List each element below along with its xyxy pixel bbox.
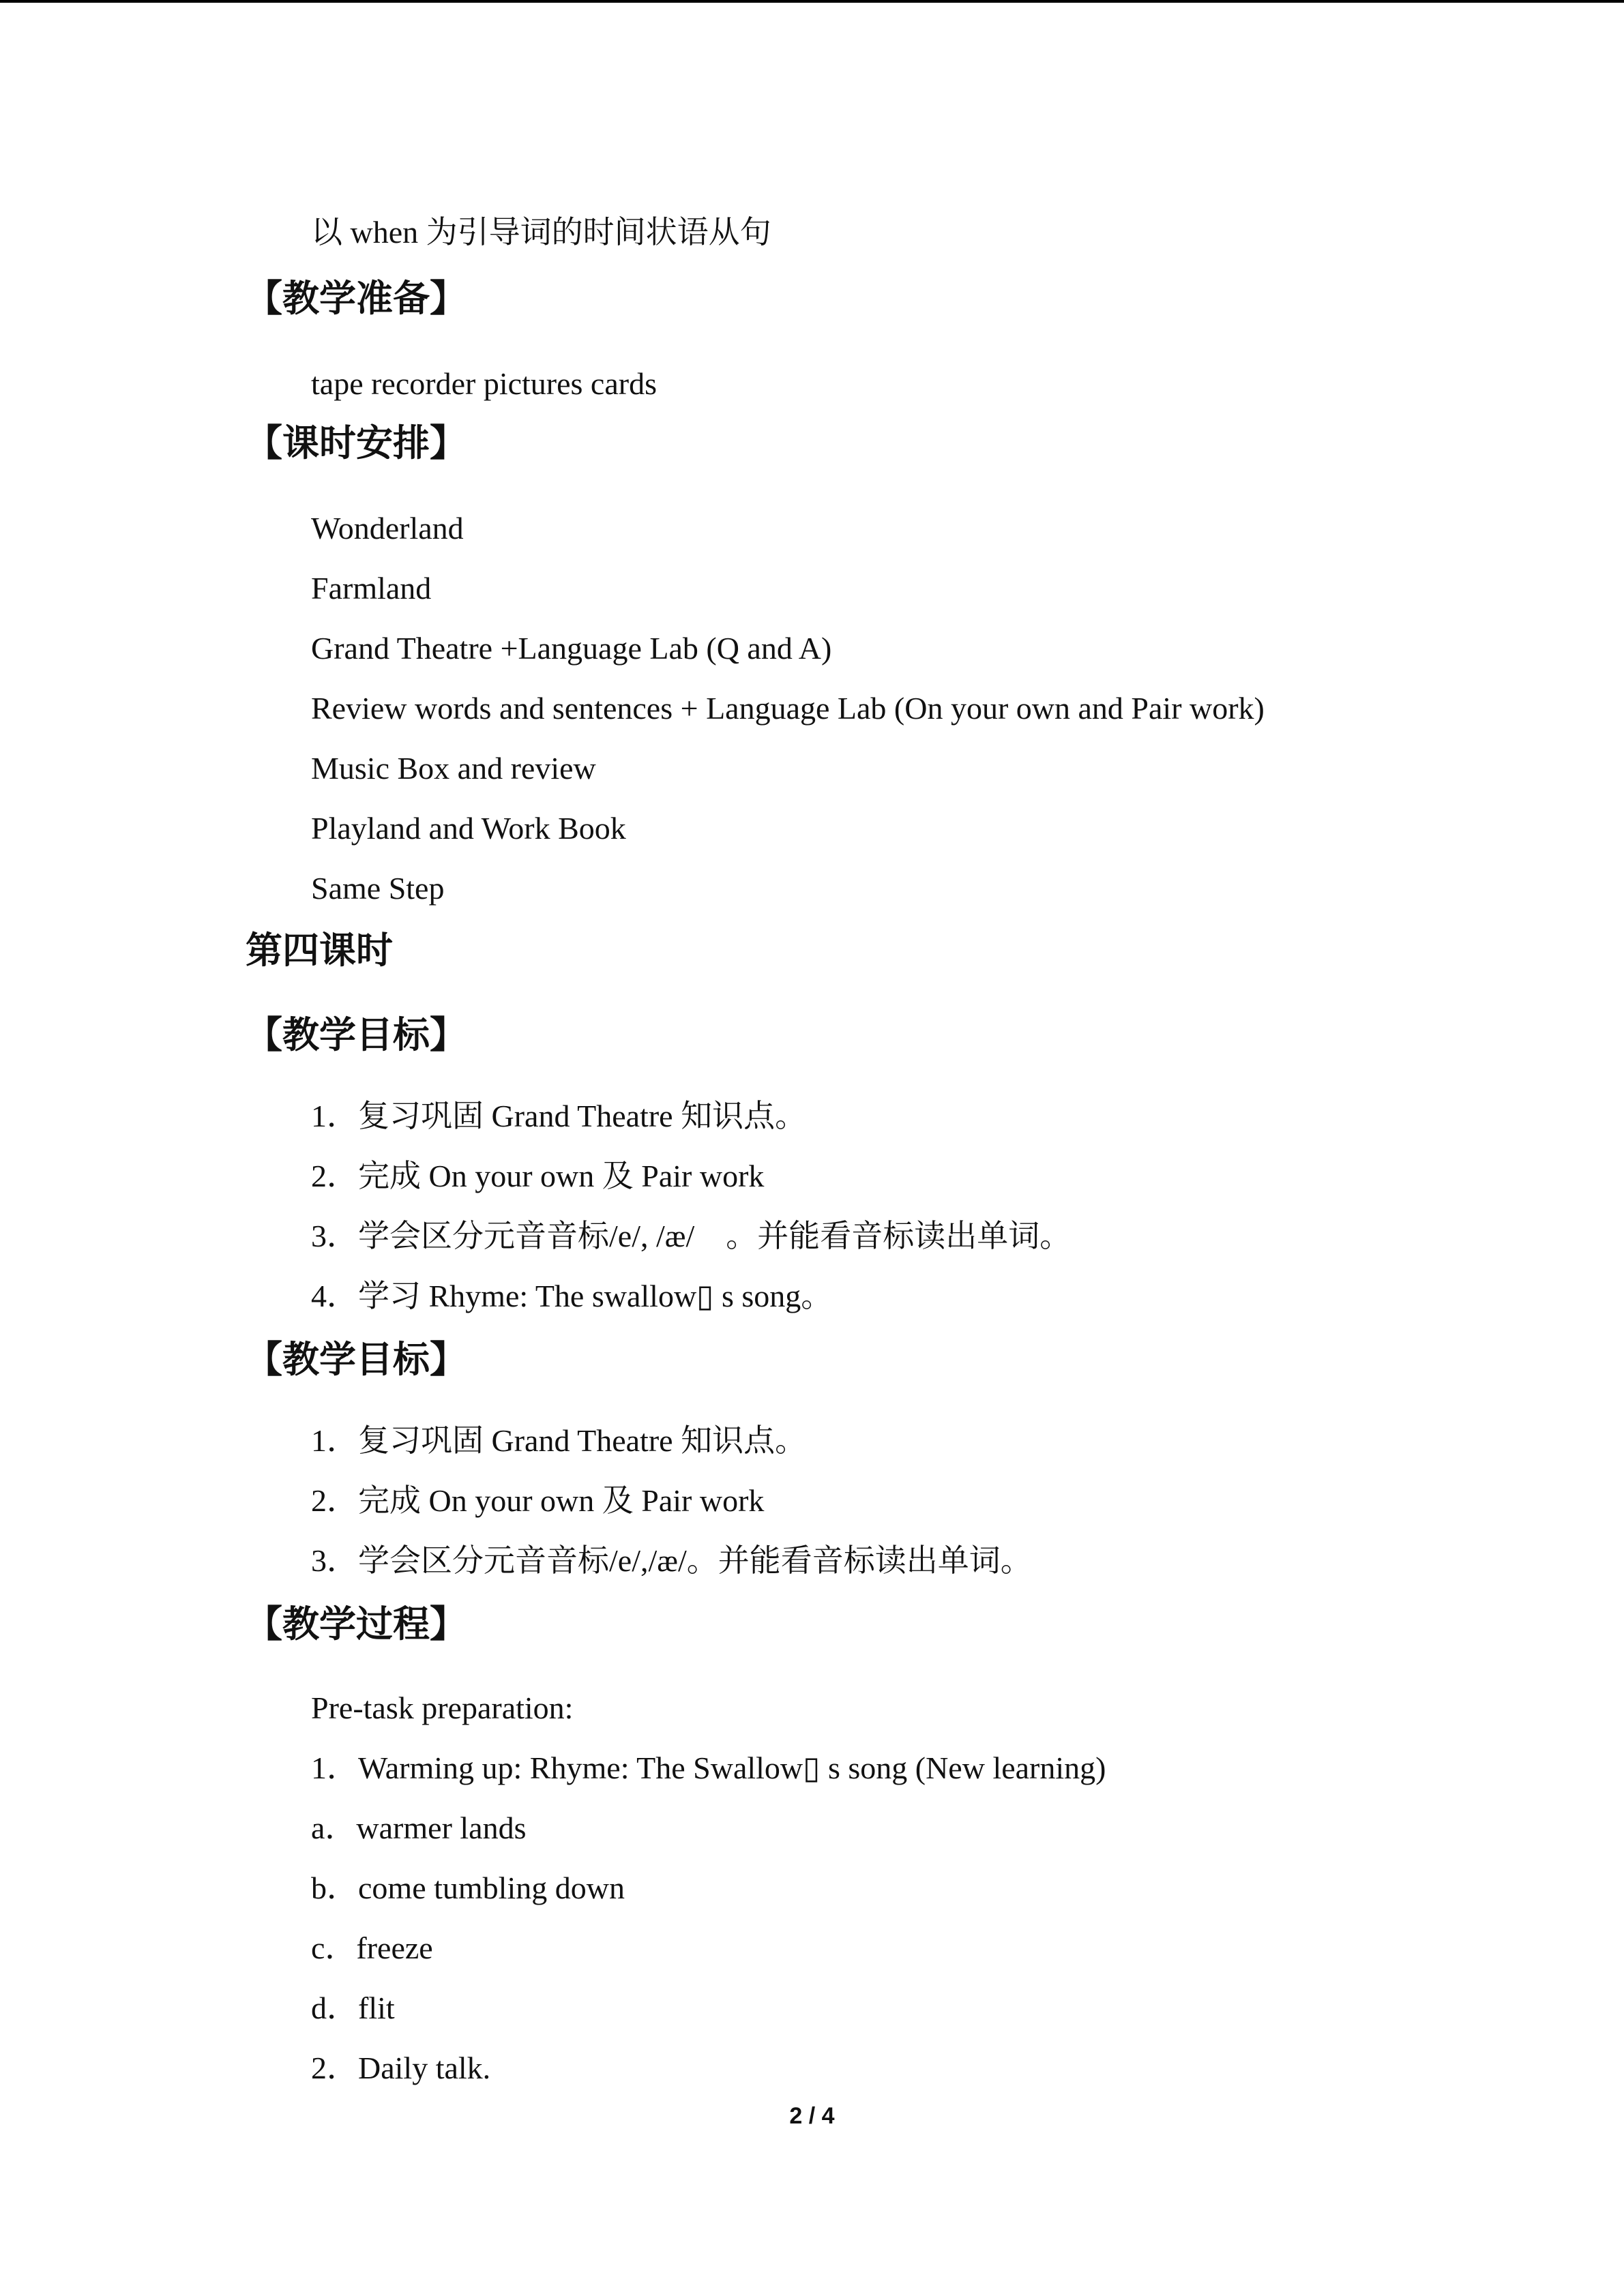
objective-item: 3．学会区分元音音标/e/, /æ/ 。并能看音标读出单词。 bbox=[311, 1219, 1072, 1253]
objective-item: 1．复习巩固 Grand Theatre 知识点。 bbox=[311, 1423, 807, 1458]
objective-item: 4．学习 Rhyme: The swallow▯ s song。 bbox=[311, 1279, 833, 1313]
schedule-item: Playland and Work Book bbox=[311, 811, 626, 846]
heading-process: 【教学过程】 bbox=[246, 1602, 467, 1645]
objective-item: 1．复习巩固 Grand Theatre 知识点。 bbox=[311, 1099, 807, 1133]
schedule-item: Music Box and review bbox=[311, 751, 596, 786]
process-item: Pre-task preparation: bbox=[311, 1690, 574, 1725]
process-item: 1．Warming up: Rhyme: The Swallow▯ s song (New learning) bbox=[311, 1750, 1106, 1785]
schedule-item: Farmland bbox=[311, 571, 432, 606]
process-item: a．warmer lands bbox=[311, 1810, 527, 1845]
schedule-item: Wonderland bbox=[311, 511, 464, 546]
intro-line: 以 when 为引导词的时间状语从句 bbox=[311, 215, 771, 250]
preparation-content: tape recorder pictures cards bbox=[311, 366, 657, 401]
process-item: b．come tumbling down bbox=[311, 1870, 625, 1905]
page-top-border bbox=[0, 0, 1624, 3]
process-item: d．flit bbox=[311, 1991, 395, 2025]
schedule-item: Same Step bbox=[311, 871, 445, 906]
schedule-item: Grand Theatre +Language Lab (Q and A) bbox=[311, 631, 832, 666]
page-number: 2 / 4 bbox=[789, 2103, 835, 2129]
process-item: 2．Daily talk. bbox=[311, 2051, 491, 2085]
heading-schedule: 【课时安排】 bbox=[246, 421, 467, 464]
objective-item: 3．学会区分元音音标/e/,/æ/。并能看音标读出单词。 bbox=[311, 1543, 1032, 1578]
lesson-four-title: 第四课时 bbox=[246, 928, 393, 972]
objective-item: 2．完成 On your own 及 Pair work bbox=[311, 1159, 765, 1193]
process-item: c．freeze bbox=[311, 1930, 433, 1965]
heading-objectives-1: 【教学目标】 bbox=[246, 1013, 467, 1056]
schedule-item: Review words and sentences + Language Lab (On your own and Pair work) bbox=[311, 691, 1265, 726]
objective-item: 2．完成 On your own 及 Pair work bbox=[311, 1483, 765, 1518]
heading-preparation: 【教学准备】 bbox=[246, 276, 467, 320]
heading-objectives-2: 【教学目标】 bbox=[246, 1337, 467, 1381]
